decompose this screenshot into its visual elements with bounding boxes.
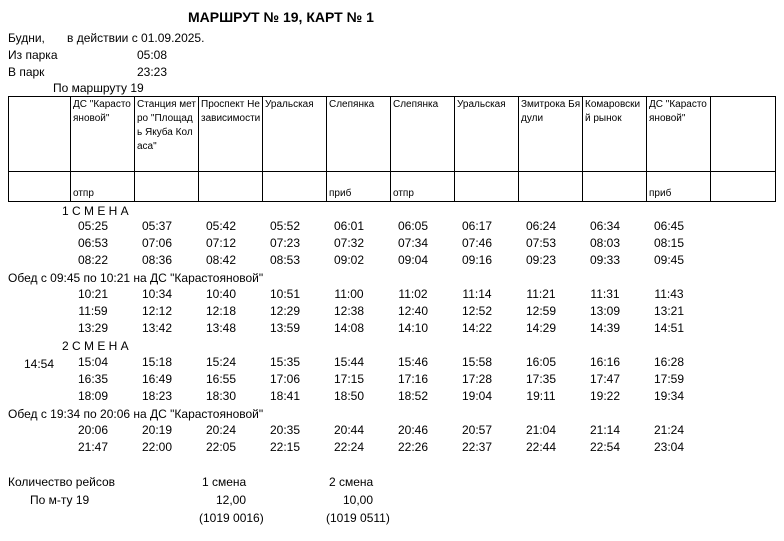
stop-mark: [135, 172, 199, 202]
time-cell: 16:35: [77, 372, 109, 386]
time-cell: 20:19: [141, 423, 173, 437]
valid-from: в действии с 01.09.2025.: [67, 31, 205, 45]
to-park-time: 23:23: [137, 65, 168, 79]
time-cell: 13:59: [269, 321, 301, 335]
time-cell: 06:17: [461, 219, 493, 233]
time-cell: 07:53: [525, 236, 557, 250]
time-cell: 22:54: [589, 440, 621, 454]
empty-cell: [9, 172, 71, 202]
stop-mark: приб: [327, 172, 391, 202]
time-row: [70, 371, 710, 388]
time-cell: 08:53: [269, 253, 301, 267]
time-cell: 17:15: [333, 372, 365, 386]
time-cell: 22:26: [397, 440, 429, 454]
stop-mark: отпр: [391, 172, 455, 202]
time-cell: 22:44: [525, 440, 557, 454]
time-cell: 16:49: [141, 372, 173, 386]
time-cell: 15:04: [77, 355, 109, 369]
shift2-label: 2 С М Е Н А: [62, 339, 129, 353]
shift2-start-time: 14:54: [24, 357, 55, 371]
time-cell: 20:44: [333, 423, 365, 437]
time-cell: 22:00: [141, 440, 173, 454]
empty-cell: [711, 97, 776, 172]
time-cell: 05:37: [141, 219, 173, 233]
stops-table: [8, 96, 776, 202]
time-cell: 16:16: [589, 355, 621, 369]
time-cell: 13:48: [205, 321, 237, 335]
time-cell: 08:15: [653, 236, 685, 250]
time-cell: 15:18: [141, 355, 173, 369]
time-cell: 18:09: [77, 389, 109, 403]
time-cell: 05:52: [269, 219, 301, 233]
route-trips-label: По м-ту 19: [30, 493, 90, 507]
time-cell: 06:53: [77, 236, 109, 250]
shift1-code: (1019 0016): [199, 511, 264, 525]
time-cell: 07:32: [333, 236, 365, 250]
time-cell: 17:59: [653, 372, 685, 386]
time-cell: 16:28: [653, 355, 685, 369]
time-cell: 15:24: [205, 355, 237, 369]
time-cell: 20:57: [461, 423, 493, 437]
time-cell: 09:23: [525, 253, 557, 267]
time-cell: 19:04: [461, 389, 493, 403]
time-cell: 17:06: [269, 372, 301, 386]
time-cell: 18:52: [397, 389, 429, 403]
time-cell: 06:34: [589, 219, 621, 233]
time-row: [70, 235, 710, 252]
time-cell: 14:22: [461, 321, 493, 335]
time-row: [70, 422, 710, 439]
time-cell: 09:33: [589, 253, 621, 267]
time-cell: 20:24: [205, 423, 237, 437]
time-row: [70, 439, 710, 456]
time-cell: 08:03: [589, 236, 621, 250]
shift2-trips-value: 10,00: [343, 493, 374, 507]
time-cell: 14:29: [525, 321, 557, 335]
stop-mark: [455, 172, 519, 202]
by-route-label: По маршруту 19: [53, 81, 144, 95]
time-cell: 09:04: [397, 253, 429, 267]
time-cell: 06:01: [333, 219, 365, 233]
time-cell: 22:05: [205, 440, 237, 454]
empty-cell: [9, 97, 71, 172]
stop-name: Уральская: [263, 97, 327, 172]
time-cell: 07:12: [205, 236, 237, 250]
time-row: [70, 354, 710, 371]
time-row: [70, 252, 710, 269]
time-cell: 12:18: [205, 304, 237, 318]
time-cell: 22:37: [461, 440, 493, 454]
time-cell: 08:22: [77, 253, 109, 267]
time-cell: 18:23: [141, 389, 173, 403]
from-park-label: Из парка: [8, 48, 58, 62]
stop-mark: [583, 172, 647, 202]
time-cell: 11:00: [334, 287, 364, 301]
stop-mark: приб: [647, 172, 711, 202]
time-cell: 15:46: [397, 355, 429, 369]
empty-cell: [711, 172, 776, 202]
stop-mark: [199, 172, 263, 202]
time-cell: 22:24: [333, 440, 365, 454]
shift1-label: 1 С М Е Н А: [62, 204, 129, 218]
time-cell: 10:21: [77, 287, 109, 301]
time-cell: 10:40: [205, 287, 237, 301]
time-cell: 08:42: [205, 253, 237, 267]
time-cell: 16:05: [525, 355, 557, 369]
stop-mark: [263, 172, 327, 202]
shift2-code: (1019 0511): [326, 511, 390, 525]
time-cell: 17:35: [525, 372, 557, 386]
stop-name: Проспект Независимости: [199, 97, 263, 172]
to-park-label: В парк: [8, 65, 45, 79]
time-cell: 11:14: [462, 287, 492, 301]
time-cell: 21:24: [653, 423, 685, 437]
time-cell: 13:29: [77, 321, 109, 335]
time-cell: 08:36: [141, 253, 173, 267]
time-cell: 16:55: [205, 372, 237, 386]
time-cell: 11:21: [526, 287, 556, 301]
time-cell: 14:10: [397, 321, 429, 335]
lunch2-note: Обед с 19:34 по 20:06 на ДС "Карастояновой": [8, 407, 264, 421]
time-cell: 21:47: [77, 440, 109, 454]
time-cell: 23:04: [653, 440, 685, 454]
time-cell: 12:59: [525, 304, 557, 318]
time-cell: 20:06: [77, 423, 109, 437]
time-cell: 09:02: [333, 253, 365, 267]
time-cell: 17:47: [589, 372, 621, 386]
time-cell: 21:14: [589, 423, 621, 437]
time-row: [70, 286, 710, 303]
time-row: [70, 388, 710, 405]
stop-mark: [519, 172, 583, 202]
shift1-trips-value: 12,00: [216, 493, 247, 507]
shift1-summary-label: 1 смена: [202, 475, 247, 489]
stop-name: Слепянка: [327, 97, 391, 172]
stop-name: Уральская: [455, 97, 519, 172]
time-cell: 18:50: [333, 389, 365, 403]
time-cell: 13:21: [653, 304, 685, 318]
time-cell: 09:16: [461, 253, 493, 267]
lunch1-note: Обед с 09:45 по 10:21 на ДС "Карастояновой": [8, 271, 264, 285]
time-cell: 17:16: [397, 372, 429, 386]
time-cell: 21:04: [525, 423, 557, 437]
time-cell: 15:44: [333, 355, 365, 369]
shift2-summary-label: 2 смена: [329, 475, 374, 489]
time-cell: 15:58: [461, 355, 493, 369]
page-title: МАРШРУТ № 19, КАРТ № 1: [188, 9, 374, 25]
stop-name: Змитрока Бядули: [519, 97, 583, 172]
time-row: [70, 303, 710, 320]
time-cell: 12:29: [269, 304, 301, 318]
stop-name: Комаровский рынок: [583, 97, 647, 172]
time-cell: 14:39: [589, 321, 621, 335]
time-cell: 14:51: [653, 321, 685, 335]
time-row: [70, 218, 710, 235]
time-cell: 17:28: [461, 372, 493, 386]
time-cell: 06:05: [397, 219, 429, 233]
time-cell: 06:24: [525, 219, 557, 233]
time-cell: 14:08: [333, 321, 365, 335]
time-cell: 12:12: [141, 304, 173, 318]
time-cell: 05:25: [77, 219, 109, 233]
stop-name: Станция метро "Площадь Якуба Коласа": [135, 97, 199, 172]
time-cell: 18:30: [205, 389, 237, 403]
time-cell: 07:23: [269, 236, 301, 250]
time-cell: 11:43: [654, 287, 684, 301]
time-cell: 19:34: [653, 389, 685, 403]
stop-name: Слепянка: [391, 97, 455, 172]
time-cell: 10:34: [141, 287, 173, 301]
time-cell: 11:59: [78, 304, 108, 318]
stop-mark: отпр: [71, 172, 135, 202]
from-park-time: 05:08: [137, 48, 168, 62]
time-cell: 07:34: [397, 236, 429, 250]
time-cell: 12:40: [397, 304, 429, 318]
time-cell: 19:11: [526, 389, 556, 403]
time-cell: 09:45: [653, 253, 685, 267]
time-cell: 22:15: [269, 440, 301, 454]
time-cell: 15:35: [269, 355, 301, 369]
time-cell: 11:02: [398, 287, 428, 301]
time-cell: 05:42: [205, 219, 237, 233]
time-cell: 10:51: [269, 287, 301, 301]
time-cell: 13:09: [589, 304, 621, 318]
time-cell: 07:06: [141, 236, 173, 250]
trips-count-label: Количество рейсов: [8, 475, 116, 489]
stop-name: ДС "Карастояновой": [647, 97, 711, 172]
time-row: [70, 320, 710, 337]
time-cell: 07:46: [461, 236, 493, 250]
time-cell: 19:22: [589, 389, 621, 403]
time-cell: 11:31: [590, 287, 620, 301]
time-cell: 20:46: [397, 423, 429, 437]
time-cell: 18:41: [269, 389, 301, 403]
time-cell: 13:42: [141, 321, 173, 335]
stop-name: ДС "Карастояновой": [71, 97, 135, 172]
time-cell: 12:38: [333, 304, 365, 318]
time-cell: 20:35: [269, 423, 301, 437]
time-cell: 06:45: [653, 219, 685, 233]
days-label: Будни,: [8, 31, 45, 45]
time-cell: 12:52: [461, 304, 493, 318]
